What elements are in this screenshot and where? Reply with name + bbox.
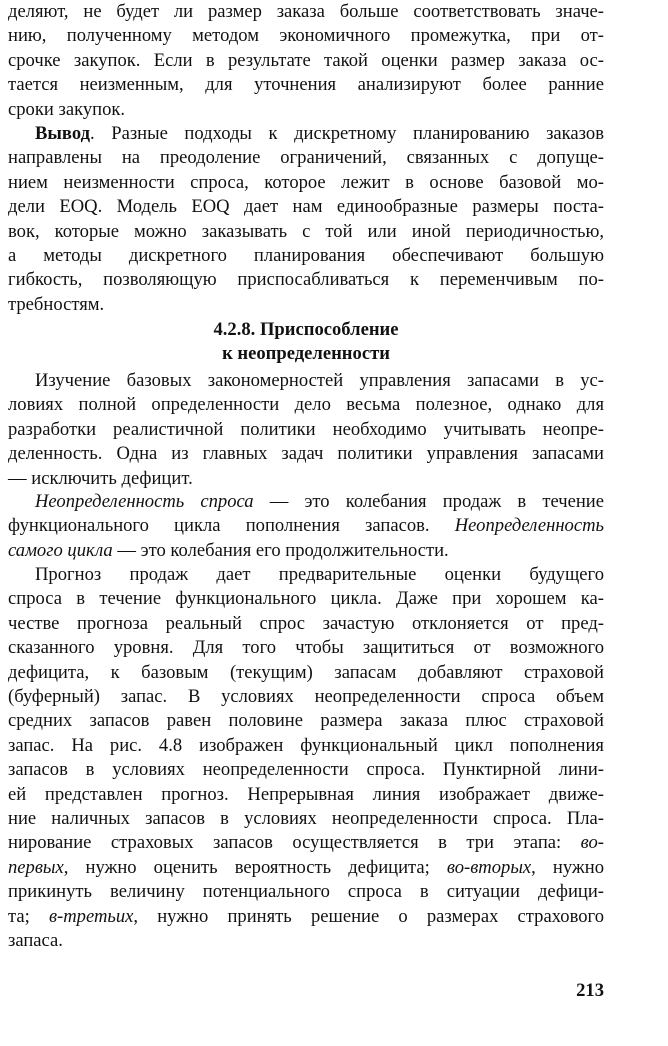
text-line: запаса. xyxy=(8,930,63,952)
text-line: ловиях полной определенности дело весьма полезное, однако для xyxy=(8,394,604,416)
text-fragment: та; xyxy=(8,905,49,927)
text-line: вок, которые можно заказывать с той или иной периодичностью, xyxy=(8,220,604,242)
paragraph-forecast xyxy=(8,563,604,954)
page-number: 213 xyxy=(576,980,604,1001)
text-line: честве прогноза реальный спрос зачастую отклоняется от пред- xyxy=(8,612,604,634)
text-fragment: . Разные подходы к дискретному планированию заказов xyxy=(90,123,604,144)
text-line xyxy=(8,905,604,929)
text-line xyxy=(8,514,604,538)
paragraph-conclusion xyxy=(8,122,604,317)
italic-fragment: в-третьих xyxy=(48,905,134,927)
text-line: нию, полученному методом экономичного промежутка, при от- xyxy=(8,25,604,47)
section-heading-line2: к неопределенности xyxy=(222,343,390,365)
text-line: направлены на преодоление ограничений, связанных с допуще- xyxy=(8,147,604,169)
text-line: дели EOQ. Модель EOQ дает нам единообразные размеры поста- xyxy=(8,196,604,218)
text-line xyxy=(8,831,604,855)
text-line: сказанного уровня. Для того чтобы защититься от возможного xyxy=(8,637,604,659)
text-line: срочке закупок. Если в результате такой оценки размер заказа ос- xyxy=(8,49,604,71)
paragraph-continuation xyxy=(8,0,604,122)
text-fragment: нирование страховых запасов осуществляется в три этапа: xyxy=(8,832,581,854)
term-cycle-uncertainty-cont: самого цикла xyxy=(8,539,113,561)
text-line: ей представлен прогноз. Непрерывная линия изображает движе- xyxy=(8,783,604,805)
text-line: сроки закупок. xyxy=(8,98,126,120)
section-heading-line1: 4.2.8. Приспособление xyxy=(213,319,399,340)
text-line: запас. На рис. 4.8 изображен функциональный цикл пополнения xyxy=(8,734,604,756)
term-cycle-uncertainty: Неопределенность xyxy=(454,515,604,537)
text-line xyxy=(8,490,604,514)
text-line: — исключить дефицит. xyxy=(8,467,193,489)
italic-fragment: первых xyxy=(8,856,64,878)
text-fragment: , нужно оценить вероятность дефицита; xyxy=(63,856,447,878)
term-demand-uncertainty: Неопределенность спроса xyxy=(35,491,254,512)
text-line: деленность. Одна из главных задач политики управления запасами xyxy=(8,443,604,465)
text-line: ние наличных запасов в условиях неопределенности спроса. Пла- xyxy=(8,808,604,830)
text-line: средних запасов равен половине размера заказа плюс страховой xyxy=(8,710,604,732)
text-fragment: , нужно принять решение о размерах страхового xyxy=(133,905,604,927)
section-heading xyxy=(8,318,604,367)
text-fragment: — это колебания продаж в течение xyxy=(253,491,604,512)
text-line: Изучение базовых закономерностей управления запасами в ус- xyxy=(35,370,604,391)
text-line: Прогноз продаж дает предварительные оценки будущего xyxy=(35,564,604,585)
conclusion-lead: Вывод xyxy=(35,123,91,144)
text-line: гибкость, позволяющую приспосабливаться к переменчивым по- xyxy=(8,269,604,291)
paragraph-intro xyxy=(8,369,604,491)
text-line: дефицита, к базовым (текущим) запасам добавляют страховой xyxy=(8,661,604,683)
text-line: тается неизменным, для уточнения анализируют более ранние xyxy=(8,74,604,96)
text-fragment: , нужно xyxy=(531,856,604,878)
text-line: деляют, не будет ли размер заказа больше соответствовать значе- xyxy=(8,1,604,22)
text-line: (буферный) запас. В условиях неопределенности спроса объем xyxy=(8,686,604,708)
text-fragment: функционального цикла пополнения запасов. xyxy=(8,515,455,537)
text-line xyxy=(8,856,604,880)
text-line: прикинуть величину потенциального спроса в ситуации дефици- xyxy=(8,881,604,903)
text-line: разработки реалистичной политики необходимо учитывать неопре- xyxy=(8,418,604,440)
text-line: нием неизменности спроса, которое лежит в основе базовой мо- xyxy=(8,171,604,193)
italic-fragment: во- xyxy=(580,832,604,854)
paragraph-definitions xyxy=(8,490,604,563)
text-line: запасов в условиях неопределенности спроса. Пунктирной лини- xyxy=(8,759,604,781)
text-line: спроса в течение функционального цикла. Даже при хорошем ка- xyxy=(8,588,604,610)
italic-fragment: во-вторых xyxy=(446,856,532,878)
text-line xyxy=(8,539,604,563)
text-line: а методы дискретного планирования обеспечивают большую xyxy=(8,245,604,267)
text-line: требностям. xyxy=(8,293,105,315)
text-line xyxy=(8,122,604,146)
text-fragment: — это колебания его продолжительности. xyxy=(112,539,449,561)
